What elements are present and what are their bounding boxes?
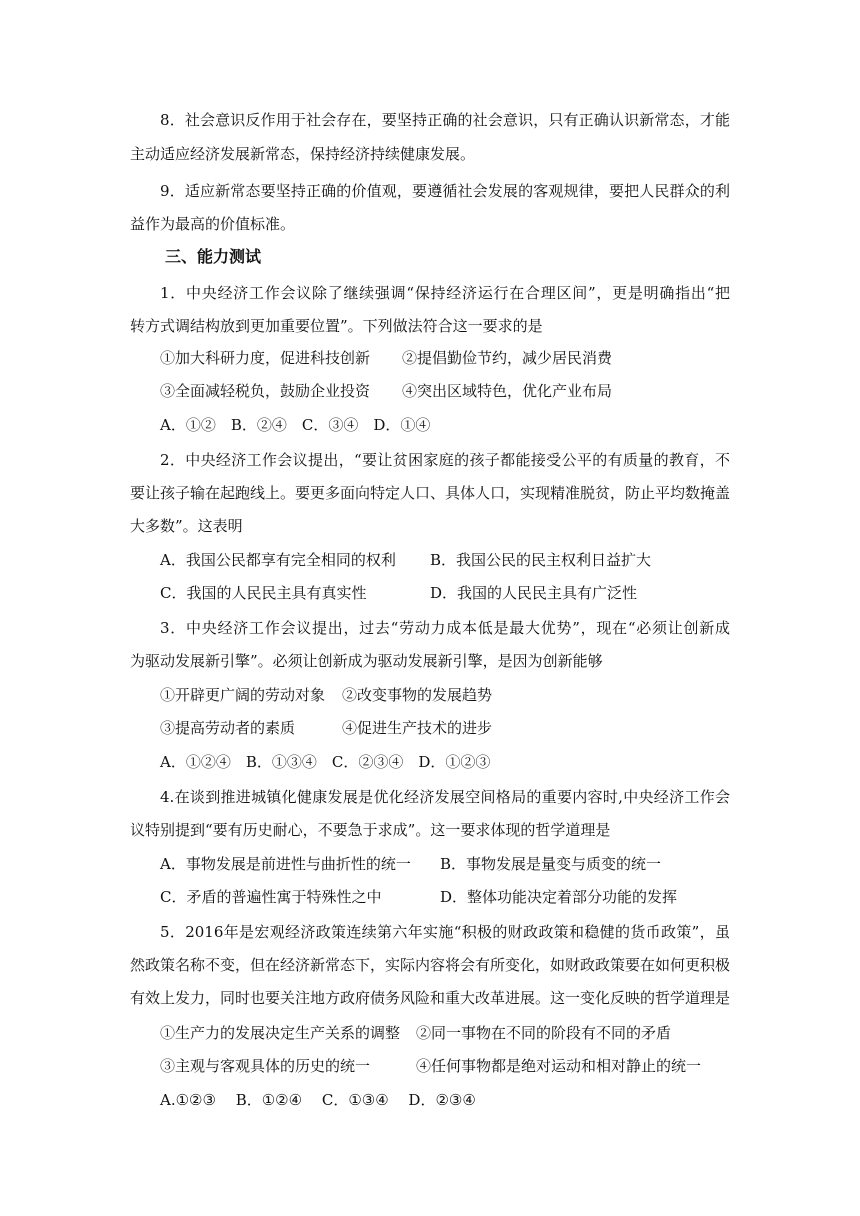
question-5-line-2: 然政策名称不变，但在经济新常态下，实际内容将会有所变化，如财政政策要在如何更积极 [130, 956, 731, 974]
question-1-option-4: ④突出区域特色，优化产业布局 [402, 382, 613, 400]
question-5-option-3: ③主观与客观具体的历史的统一 [160, 1057, 371, 1075]
question-4-option-c: C．矛盾的普遍性寓于特殊性之中 [160, 888, 382, 906]
question-4-option-b: B．事物发展是量变与质变的统一 [440, 855, 662, 873]
question-2-option-a: A．我国公民都享有完全相同的权利 [160, 551, 396, 569]
question-3-option-2: ②改变事物的发展趋势 [342, 686, 493, 704]
question-4-line-1: 4.在谈到推进城镇化健康发展是优化经济发展空间格局的重要内容时,中央经济工作会 [160, 788, 730, 806]
question-2-option-c: C．我国的人民民主具有真实性 [160, 584, 367, 602]
question-1-option-2: ②提倡勤俭节约，减少居民消费 [402, 349, 613, 367]
question-1-line-2: 转方式调结构放到更加重要位置”。下列做法符合这一要求的是 [130, 317, 543, 335]
question-4-line-2: 议特别提到“要有历史耐心，不要急于求成”。这一要求体现的哲学道理是 [130, 821, 611, 839]
question-5-choices: A.①②③ B．①②④ C．①③④ D．②③④ [160, 1091, 476, 1109]
question-4-option-d: D．整体功能决定着部分功能的发挥 [440, 888, 678, 906]
question-1-option-1: ①加大科研力度，促进科技创新 [160, 349, 371, 367]
question-1-line-1: 1．中央经济工作会议除了继续强调“保持经济运行在合理区间”，更是明确指出“把 [160, 284, 730, 302]
question-3-option-1: ①开辟更广阔的劳动对象 [160, 686, 326, 704]
question-2-line-1: 2．中央经济工作会议提出，“要让贫困家庭的孩子都能接受公平的有质量的教育，不 [160, 451, 730, 469]
question-3-line-2: 为驱动发展新引擎”。必须让创新成为驱动发展新引擎，是因为创新能够 [130, 652, 603, 670]
question-1-choices: A．①② B．②④ C．③④ D．①④ [160, 416, 431, 434]
question-2-line-3: 大多数”。这表明 [130, 517, 243, 535]
paragraph-9-line-1: 9．适应新常态要坚持正确的价值观，要遵循社会发展的客观规律，要把人民群众的利 [160, 182, 730, 200]
question-5-option-1: ①生产力的发展决定生产关系的调整 [160, 1024, 401, 1042]
question-1-option-3: ③全面减轻税负，鼓励企业投资 [160, 382, 371, 400]
question-3-choices: A．①②④ B．①③④ C．②③④ D．①②③ [160, 753, 491, 771]
question-2-option-b: B．我国公民的民主权利日益扩大 [430, 551, 652, 569]
question-3-option-4: ④促进生产技术的进步 [342, 719, 493, 737]
paragraph-9-line-2: 益作为最高的价值标准。 [130, 215, 296, 233]
paragraph-8-line-2: 主动适应经济发展新常态，保持经济持续健康发展。 [130, 145, 476, 163]
question-5-option-2: ②同一事物在不同的阶段有不同的矛盾 [416, 1024, 672, 1042]
question-3-line-1: 3．中央经济工作会议提出，过去“劳动力成本低是最大优势”，现在“必须让创新成 [160, 619, 730, 637]
question-5-option-4: ④任何事物都是绝对运动和相对静止的统一 [416, 1057, 702, 1075]
question-2-option-d: D．我国的人民民主具有广泛性 [430, 584, 638, 602]
question-2-line-2: 要让孩子输在起跑线上。要更多面向特定人口、具体人口，实现精准脱贫，防止平均数掩盖 [130, 484, 731, 502]
question-5-line-1: 5．2016年是宏观经济政策连续第六年实施“积极的财政政策和稳健的货币政策”，虽 [160, 923, 730, 941]
question-3-option-3: ③提高劳动者的素质 [160, 719, 296, 737]
question-4-option-a: A．事物发展是前进性与曲折性的统一 [160, 855, 411, 873]
question-5-line-3: 有效上发力，同时也要关注地方政府债务风险和重大改革进展。这一变化反映的哲学道理是 [130, 989, 731, 1007]
paragraph-8-line-1: 8．社会意识反作用于社会存在，要坚持正确的社会意识，只有正确认识新常态，才能 [160, 111, 730, 129]
section-heading: 三、能力测试 [165, 247, 262, 266]
